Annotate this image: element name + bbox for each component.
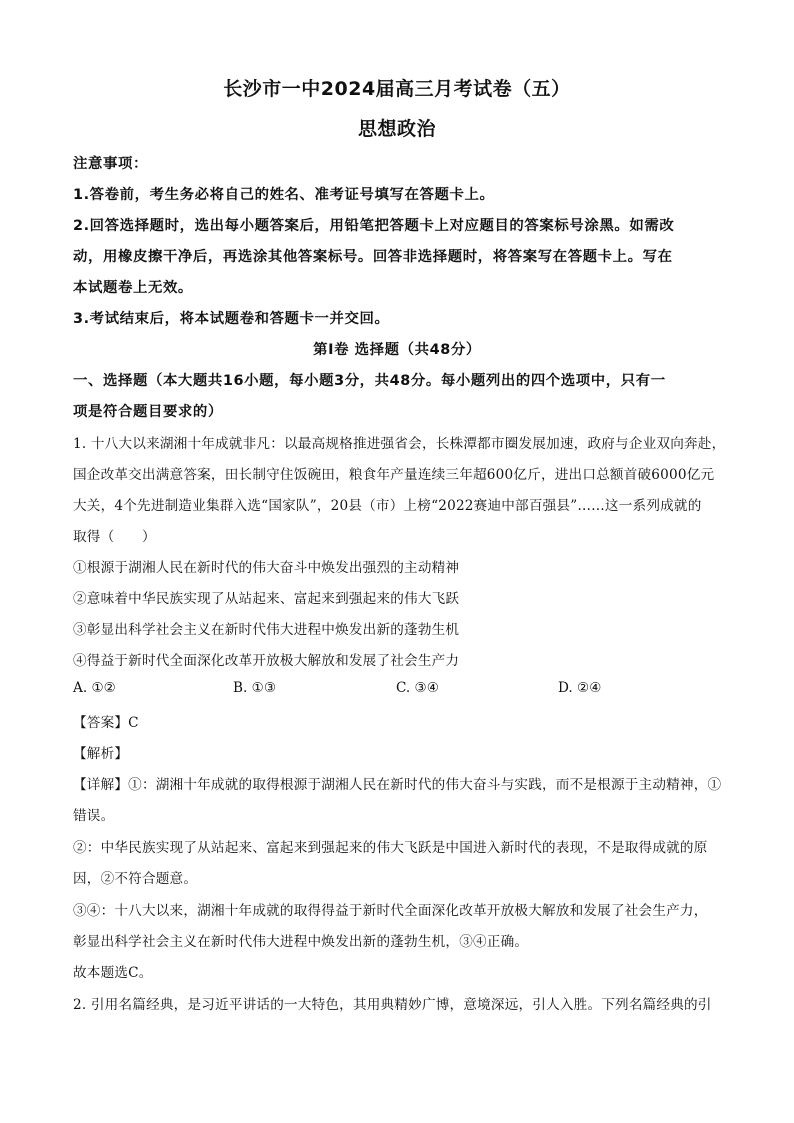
- q1-option-b: B. ①③: [233, 680, 277, 696]
- q1-item-1: ①根源于湖湘人民在新时代的伟大奋斗中焕发出强烈的主动精神: [73, 560, 460, 576]
- volume-title: 第Ⅰ卷 选择题（共48分）: [313, 342, 481, 358]
- q2-stem-line-1: 2. 引用名篇经典，是习近平讲话的一大特色，其用典精妙广博，意境深远，引人入胜。下列名篇经典的引: [73, 997, 712, 1013]
- section-heading-b: 项是符合题目要求的）: [73, 404, 223, 420]
- q1-answer: 【答案】C: [73, 715, 139, 731]
- exam-title: 长沙市一中2024届高三月考试卷（五）: [223, 78, 571, 100]
- q1-option-c: C. ③④: [396, 680, 439, 696]
- q1-stem-line-4: 取得（ ）: [73, 529, 156, 545]
- q1-option-d: D. ②④: [558, 680, 602, 696]
- note-line-1: 1.答卷前，考生务必将自己的姓名、准考证号填写在答题卡上。: [73, 187, 495, 203]
- q1-option-a: A. ①②: [73, 680, 116, 696]
- q1-detail-line-5: ③④：十八大以来，湖湘十年成就的取得得益于新时代全面深化改革开放极大解放和发展了社会生产力，: [73, 903, 708, 919]
- section-heading-a: 一、选择题（本大题共16小题，每小题3分，共48分。每小题列出的四个选项中，只有一: [73, 373, 666, 389]
- q1-detail-line-1: 【详解】①：湖湘十年成就的取得根源于湖湘人民在新时代的伟大奋斗与实践，而不是根源于主动精神，①: [73, 777, 722, 793]
- q1-detail-line-3: ②：中华民族实现了从站起来、富起来到强起来的伟大飞跃是中国进入新时代的表现，不是取得成就的原: [73, 840, 708, 856]
- q1-stem-line-2: 国企改革交出满意答案，田长制守住饭碗田，粮食年产量连续三年超600亿斤，进出口总额首破6000亿元: [73, 467, 715, 483]
- q1-detail-line-4: 因，②不符合题意。: [73, 871, 198, 887]
- note-line-3: 3.考试结束后，将本试题卷和答题卡一并交回。: [73, 311, 390, 327]
- notes-heading: 注意事项：: [73, 156, 148, 172]
- q1-stem-line-3: 大关，4个先进制造业集群入选“国家队”，20县（市）上榜“2022赛迪中部百强县”……这一系列成就的: [73, 498, 702, 514]
- q1-stem-line-1: 1. 十八大以来湖湘十年成就非凡：以最高规格推进强省会，长株潭都市圈发展加速，政府与企业双向奔赴，: [73, 436, 726, 452]
- q1-detail-line-6: 彰显出科学社会主义在新时代伟大进程中焕发出新的蓬勃生机，③④正确。: [73, 934, 529, 950]
- q1-detail-line-2: 错误。: [73, 808, 115, 824]
- q1-item-2: ②意味着中华民族实现了从站起来、富起来到强起来的伟大飞跃: [73, 591, 460, 607]
- note-line-2b: 动，用橡皮擦干净后，再选涂其他答案标号。回答非选择题时，将答案写在答题卡上。写在: [73, 249, 673, 265]
- q1-item-4: ④得益于新时代全面深化改革开放极大解放和发展了社会生产力: [73, 653, 460, 669]
- note-line-2a: 2.回答选择题时，选出每小题答案后，用铅笔把答题卡上对应题目的答案标号涂黑。如需改: [73, 218, 675, 234]
- subject-title: 思想政治: [357, 118, 436, 140]
- q1-analysis-label: 【解析】: [73, 746, 129, 762]
- q1-item-3: ③彰显出科学社会主义在新时代伟大进程中焕发出新的蓬勃生机: [73, 622, 460, 638]
- note-line-2c: 本试题卷上无效。: [73, 280, 193, 296]
- q1-conclusion: 故本题选C。: [73, 965, 153, 981]
